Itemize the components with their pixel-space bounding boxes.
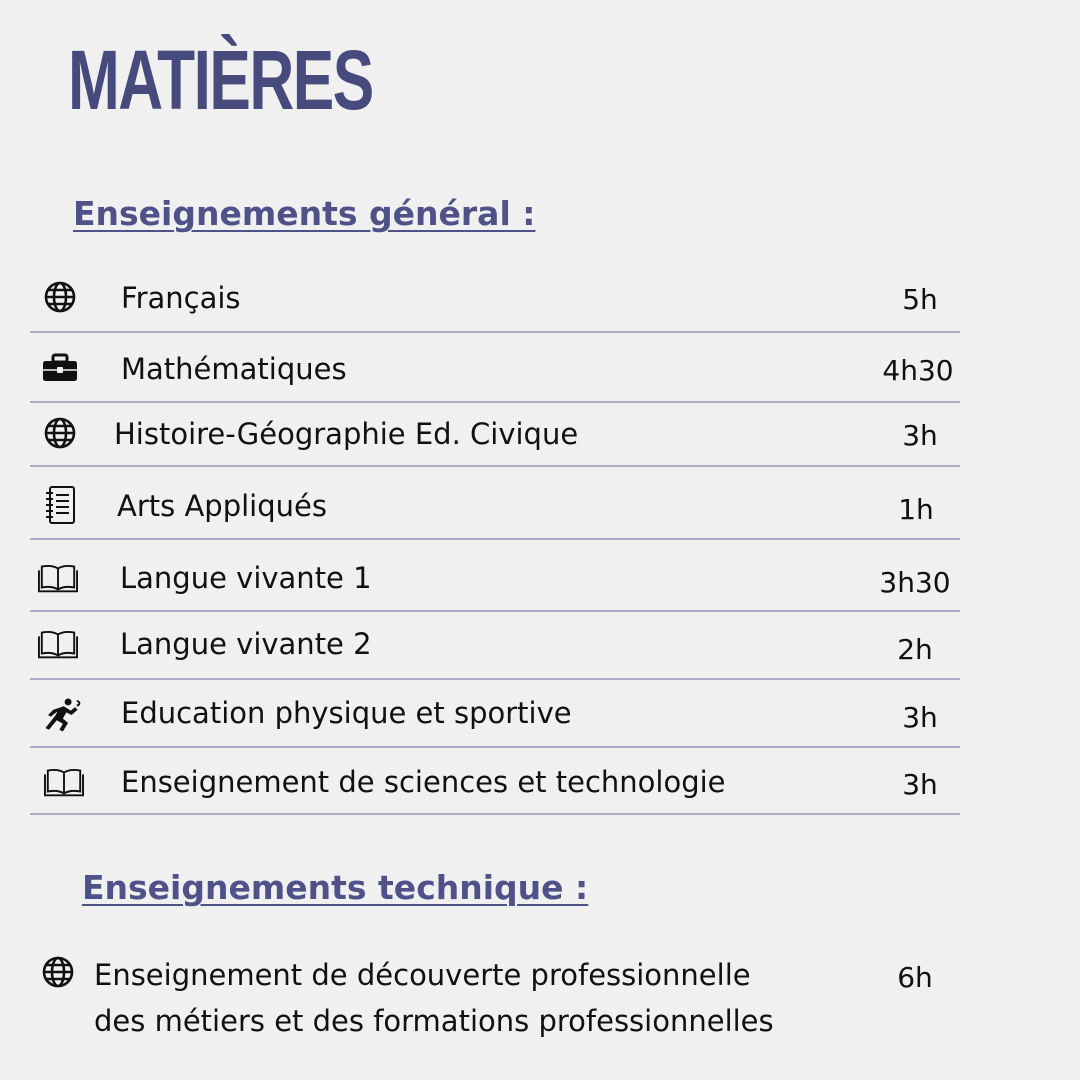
page-title: MATIÈRES bbox=[68, 33, 373, 127]
subject-hours: 3h30 bbox=[879, 566, 951, 599]
globe-icon bbox=[40, 279, 80, 315]
globe-icon bbox=[40, 415, 80, 451]
subject-label: Arts Appliqués bbox=[117, 489, 327, 523]
row-divider bbox=[30, 401, 960, 403]
technique-subject-label bbox=[94, 952, 774, 1044]
open-book-icon bbox=[38, 626, 78, 662]
subject-label: Education physique et sportive bbox=[121, 696, 572, 730]
subject-hours: 3h bbox=[902, 419, 938, 452]
technique-subject-hours: 6h bbox=[897, 961, 933, 994]
subject-hours: 3h bbox=[902, 768, 938, 801]
open-book-icon bbox=[38, 560, 78, 596]
row-divider bbox=[30, 538, 960, 540]
row-divider bbox=[30, 610, 960, 612]
globe-icon bbox=[38, 954, 78, 990]
subject-hours: 3h bbox=[902, 701, 938, 734]
briefcase-icon bbox=[40, 350, 80, 386]
subject-label: Mathématiques bbox=[121, 352, 347, 386]
row-divider bbox=[30, 746, 960, 748]
subject-label: Enseignement de sciences et technologie bbox=[121, 765, 726, 799]
row-divider bbox=[30, 465, 960, 467]
notebook-icon bbox=[40, 487, 80, 523]
technique-subject-label-line1: Enseignement de découverte professionnelle bbox=[94, 958, 751, 992]
subject-label: Histoire-Géographie Ed. Civique bbox=[114, 417, 579, 451]
subject-label: Langue vivante 2 bbox=[120, 627, 372, 661]
section-heading-general: Enseignements général : bbox=[73, 194, 536, 233]
row-divider bbox=[30, 331, 960, 333]
subject-hours: 5h bbox=[902, 283, 938, 316]
section-heading-technique: Enseignements technique : bbox=[82, 868, 589, 907]
subject-hours: 2h bbox=[897, 633, 933, 666]
subject-hours: 1h bbox=[898, 493, 934, 526]
technique-subject-label-line2: des métiers et des formations professionnelles bbox=[94, 1004, 774, 1038]
open-book-icon bbox=[44, 764, 84, 800]
runner-icon bbox=[42, 697, 82, 733]
subject-label: Langue vivante 1 bbox=[120, 561, 372, 595]
row-divider bbox=[30, 813, 960, 815]
row-divider bbox=[30, 678, 960, 680]
subject-label: Français bbox=[121, 281, 241, 315]
subject-hours: 4h30 bbox=[882, 354, 954, 387]
